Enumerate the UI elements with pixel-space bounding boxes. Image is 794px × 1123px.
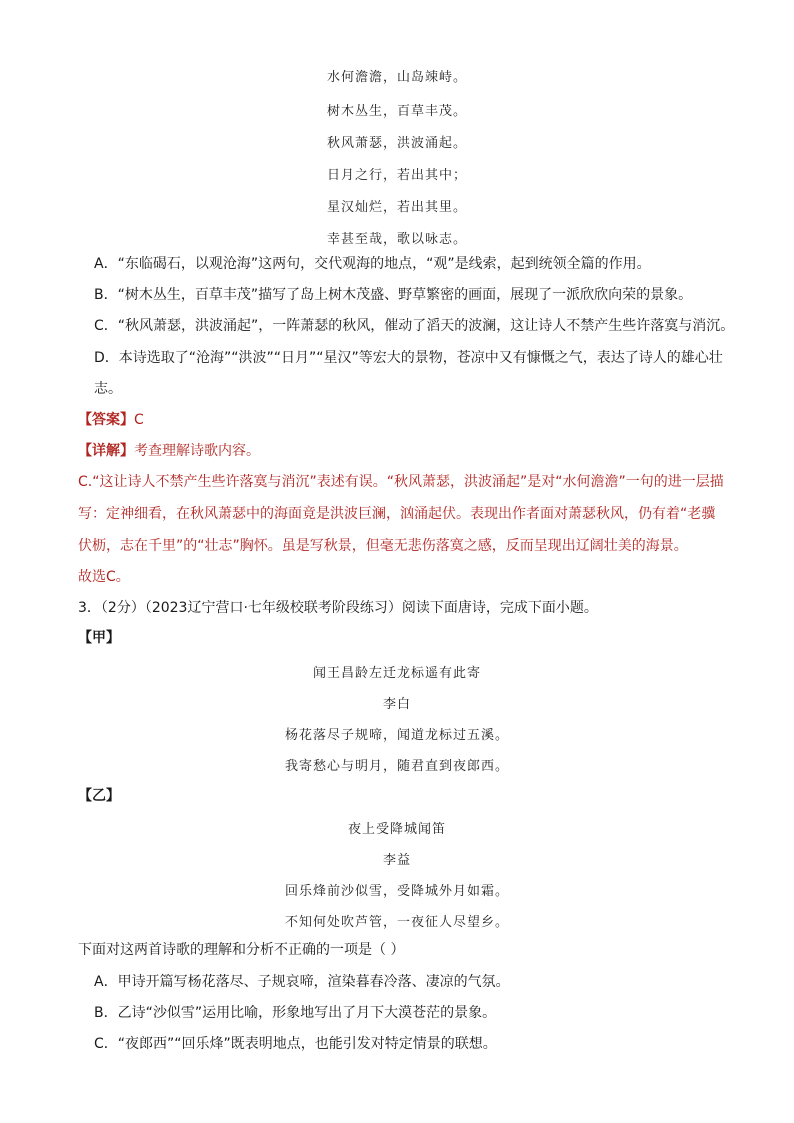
explanation-line: C.“这让诗人不禁产生些许落寞与消沉”表述有误。“秋风萧瑟，洪波涌起”是对“水何澹澹”一句的进一层描 (78, 474, 724, 490)
poem-line: 不知何处吹芦管，一夜征人尽望乡。 (284, 915, 509, 930)
answer-label: 【答案】 (78, 412, 134, 428)
poem-line: 我寄愁心与明月，随君直到夜郎西。 (284, 759, 509, 774)
option-a: A．甲诗开篇写杨花落尽、子规哀啼，渲染暮春冷落、凄凉的气氛。 (94, 974, 510, 990)
explanation-label: 【详解】 (78, 443, 134, 459)
explanation-line: 写：定神细看，在秋风萧瑟中的海面竟是洪波巨澜，汹涌起伏。表现出作者面对萧瑟秋风，仍有着“老骥 (78, 506, 716, 522)
poem-title: 闻王昌龄左迁龙标遥有此寄 (312, 666, 481, 681)
option-b: B．“树木丛生，百草丰茂”描写了岛上树木茂盛、野草繁密的画面，展现了一派欣欣向荣的景象。 (94, 287, 693, 303)
explanation-intro: 考查理解诗歌内容。 (134, 443, 260, 459)
option-d: D．本诗选取了“沧海”“洪波”“日月”“星汉”等宏大的景物，苍凉中又有慷慨之气，表达了诗人的雄心壮 (94, 350, 723, 366)
option-a: A．“东临碣石，以观沧海”这两句，交代观海的地点，“观”是线索，起到统领全篇的作用。 (94, 256, 651, 272)
explanation-line: 伏枥，志在千里”的“壮志”胸怀。虽是写秋景，但毫无悲伤落寞之感，反而呈现出辽阔壮美的海景。 (78, 538, 688, 554)
poem-line: 杨花落尽子规啼，闻道龙标过五溪。 (284, 728, 509, 743)
poem-line: 秋风萧瑟，洪波涌起。 (326, 136, 467, 151)
poem-line: 回乐烽前沙似雪，受降城外月如霜。 (284, 884, 509, 899)
section-yi-label: 【乙】 (78, 788, 120, 804)
option-b: B．乙诗“沙似雪”运用比喻，形象地写出了月下大漠苍茫的景象。 (94, 1005, 497, 1021)
question-3-prompt: 下面对这两首诗歌的理解和分析不正确的一项是（ ） (78, 942, 405, 958)
answer-line (78, 410, 144, 430)
poem-line: 星汉灿烂，若出其里。 (326, 200, 467, 215)
option-d-continued: 志。 (94, 381, 122, 397)
explanation-conclusion: 故选C。 (78, 569, 130, 585)
explanation-header (78, 441, 260, 461)
poem-title: 夜上受降城闻笛 (347, 822, 446, 837)
option-c: C．“秋风萧瑟，洪波涌起”，一阵萧瑟的秋风，催动了滔天的波澜，这让诗人不禁产生些许落寞与消沉。 (94, 318, 735, 334)
poem-author: 李白 (382, 697, 411, 712)
poem-line: 日月之行，若出其中； (326, 168, 467, 183)
option-c: C．“夜郎西”“回乐烽”既表明地点，也能引发对特定情景的联想。 (94, 1036, 497, 1052)
section-jia-label: 【甲】 (78, 630, 120, 646)
poem-author: 李益 (382, 853, 411, 868)
poem-line: 幸甚至哉，歌以咏志。 (326, 232, 467, 247)
poem-line: 水何澹澹，山岛竦峙。 (326, 70, 467, 85)
question-3-stem: 3．（2分）（2023辽宁营口·七年级校联考阶段练习）阅读下面唐诗，完成下面小题。 (78, 600, 598, 616)
poem-line: 树木丛生，百草丰茂。 (326, 104, 467, 119)
answer-value: C (134, 412, 144, 428)
